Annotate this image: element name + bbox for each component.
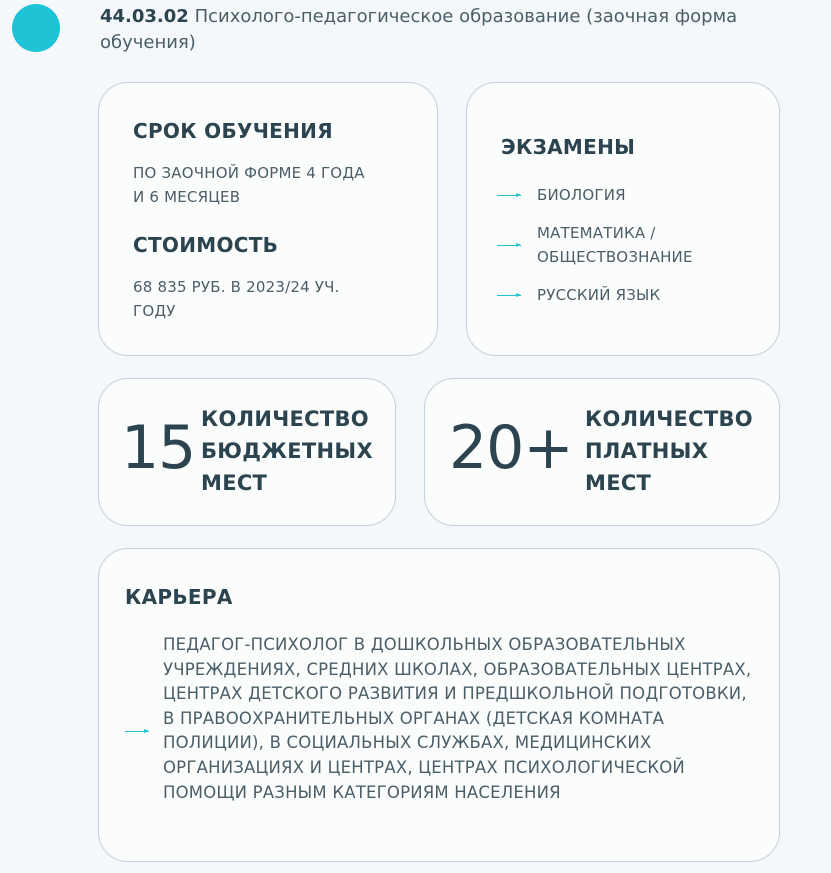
paid-places-card [424,378,780,526]
arrow-right-icon [497,295,521,296]
arrow-right-icon [497,195,521,196]
exam-item-label: РУССКИЙ ЯЗЫК [537,286,661,304]
cost-heading: СТОИМОСТЬ [133,233,279,257]
exam-item-math-social [497,221,777,269]
exam-item-russian [497,283,777,307]
program-name: Психолого-педагогическое образование (заочная форма обучения) [100,6,738,53]
exam-item-label: МАТЕМАТИКА / ОБЩЕСТВОЗНАНИЕ [537,224,693,266]
budget-places-label: КОЛИЧЕСТВО БЮДЖЕТНЫХ МЕСТ [201,407,373,495]
program-code: 44.03.02 [100,6,189,27]
duration-text: ПО ЗАОЧНОЙ ФОРМЕ 4 ГОДА И 6 МЕСЯЦЕВ [133,164,365,206]
paid-places-label: КОЛИЧЕСТВО ПЛАТНЫХ МЕСТ [585,407,753,495]
budget-places-number: 15 [121,413,196,483]
career-text: ПЕДАГОГ-ПСИХОЛОГ В ДОШКОЛЬНЫХ ОБРАЗОВАТЕЛЬНЫХ УЧРЕЖДЕНИЯХ, СРЕДНИХ ШКОЛАХ, ОБРАЗОВАТЕЛЬНЫХ ЦЕНТРАХ, ЦЕНТРАХ ДЕТСКОГО РАЗВИТИЯ И ПРЕДШКОЛЬНОЙ ПОДГОТОВКИ, В ПРАВООХРАНИТЕЛЬНЫХ ОРГАНАХ (ДЕТСКАЯ КОМНАТА ПОЛИЦИИ), В СОЦИАЛЬНЫХ СЛУЖБАХ, МЕДИЦИНСКИХ ОРГАНИЗАЦИЯХ И ЦЕНТРАХ, ЦЕНТРАХ ПСИХОЛОГИЧЕСКОЙ ПОМОЩИ РАЗНЫМ КАТЕГОРИЯМ НАСЕЛЕНИЯ [163,635,752,802]
program-title [100,4,820,56]
duration-cost-card [98,82,438,356]
career-heading: КАРЬЕРА [125,585,233,609]
exam-item-biology [497,183,777,207]
career-card [98,548,780,862]
exams-card [466,82,780,356]
exams-heading: ЭКЗАМЕНЫ [501,135,636,159]
paid-places-number: 20+ [449,413,573,483]
duration-heading: СРОК ОБУЧЕНИЯ [133,119,333,143]
arrow-right-icon [497,245,521,246]
exam-item-label: БИОЛОГИЯ [537,186,626,204]
bullet-dot-icon [12,4,60,52]
arrow-right-icon [125,731,149,732]
cost-text: 68 835 РУБ. В 2023/24 УЧ. ГОДУ [133,278,340,320]
budget-places-card [98,378,396,526]
